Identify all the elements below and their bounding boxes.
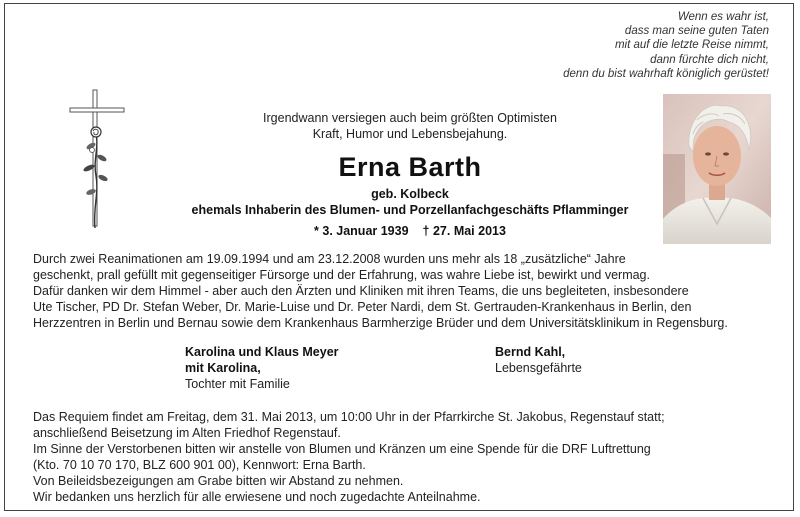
- family-left: [185, 344, 339, 392]
- poem-line: dass man seine guten Taten: [624, 25, 769, 38]
- poem-line: denn du bist wahrhaft königlich gerüstet!: [563, 67, 769, 80]
- thanks-line: Dafür danken wir dem Himmel - aber auch den Ärzten und Kliniken mit ihren Teams, die uns begleiteten, insbesondere: [33, 284, 689, 298]
- quote: [155, 110, 665, 142]
- thanks-line: Herzzentren in Berlin und Bernau sowie dem Krankenhaus Barmherzige Brüder und dem Universitätsklinikum in Regensburg.: [33, 316, 728, 330]
- mourner-name: Karolina und Klaus Meyer: [185, 345, 339, 359]
- poem-line: dann fürchte dich nicht,: [650, 53, 769, 66]
- mourner-relation: Lebensgefährte: [495, 361, 582, 375]
- quote-line: Kraft, Humor und Lebensbejahung.: [312, 127, 508, 141]
- thanks-line: geschenkt, prall gefüllt mit gegenseitiger Fürsorge und der Erfahrung, was wahre Liebe ist, bewirkt und vermag.: [33, 268, 650, 282]
- notice-line: anschließend Beisetzung im Alten Friedhof Regenstauf.: [33, 426, 341, 440]
- poem: [469, 10, 769, 81]
- thanks-line: Ute Tischer, PD Dr. Stefan Weber, Dr. Marie-Luise und Dr. Peter Nardi, dem St. Gertrauden-Krankenhaus in Berlin, den: [33, 300, 692, 314]
- thanks-paragraph: [33, 251, 783, 331]
- mourner-relation: Tochter mit Familie: [185, 377, 290, 391]
- family-right: [495, 344, 582, 376]
- birth-date: * 3. Januar 1939: [314, 224, 409, 238]
- life-dates: [155, 224, 665, 238]
- birth-name: geb. Kolbeck: [371, 187, 449, 201]
- quote-line: Irgendwann versiegen auch beim größten Optimisten: [263, 111, 557, 125]
- portrait-photo: [663, 94, 771, 244]
- deceased-name: Erna Barth: [338, 152, 482, 182]
- notice-line: Von Beileidsbezeigungen am Grabe bitten wir Abstand zu nehmen.: [33, 474, 404, 488]
- poem-line: mit auf die letzte Reise nimmt,: [614, 39, 769, 52]
- notice-paragraph: [33, 409, 783, 505]
- thanks-line: Durch zwei Reanimationen am 19.09.1994 und am 23.12.2008 wurden uns mehr als 18 „zusätzliche“ Jahre: [33, 252, 626, 266]
- notice-line: Wir bedanken uns herzlich für alle erwiesene und noch zugedachte Anteilnahme.: [33, 490, 481, 504]
- obituary-notice: [4, 3, 794, 511]
- mourner-name: mit Karolina,: [185, 361, 261, 375]
- notice-line: Im Sinne der Verstorbenen bitten wir anstelle von Blumen und Kränzen um eine Spende für die DRF Luftrettung: [33, 442, 651, 456]
- poem-line: Wenn es wahr ist,: [677, 11, 769, 23]
- notice-line: Das Requiem findet am Freitag, dem 31. Mai 2013, um 10:00 Uhr in der Pfarrkirche St. Jakobus, Regenstauf statt;: [33, 410, 665, 424]
- mourner-name: Bernd Kahl,: [495, 345, 566, 359]
- cross-with-rose-icon: [69, 88, 125, 228]
- notice-line: (Kto. 70 10 70 170, BLZ 600 901 00), Kennwort: Erna Barth.: [33, 458, 366, 472]
- death-date: † 27. Mai 2013: [422, 224, 506, 238]
- former-occupation: ehemals Inhaberin des Blumen- und Porzellanfachgeschäfts Pflamminger: [191, 203, 629, 217]
